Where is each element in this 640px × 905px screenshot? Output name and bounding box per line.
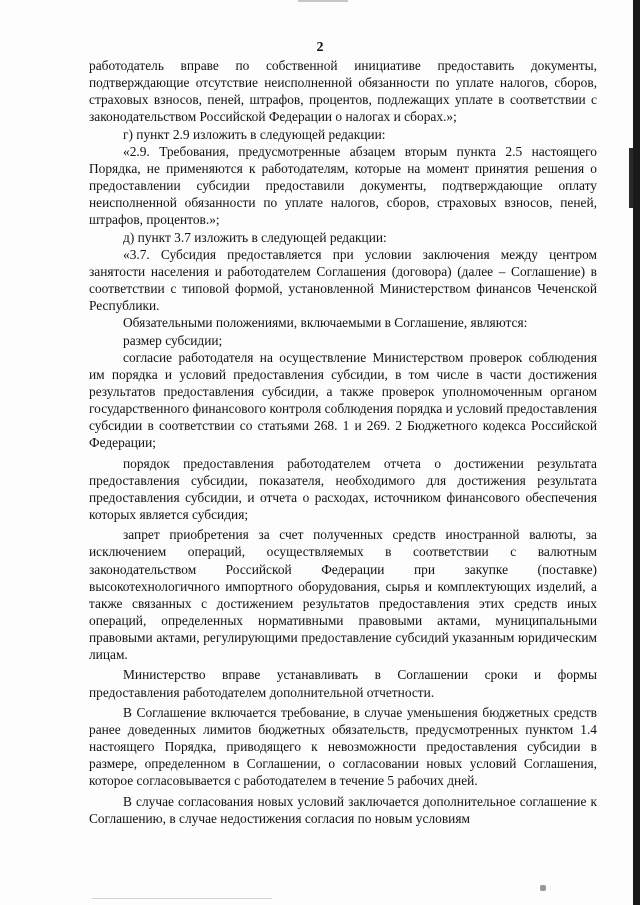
paragraph: Министерство вправе устанавливать в Соглашении сроки и формы предоставления работодателем дополнительной отчетности. (89, 667, 597, 700)
scan-speck (540, 885, 546, 891)
paragraph: г) пункт 2.9 изложить в следующей редакции: (123, 126, 386, 142)
paragraph: д) пункт 3.7 изложить в следующей редакции: (123, 229, 387, 245)
paragraph: согласие работодателя на осуществление Министерством проверок соблюдения им порядка и условий предоставления субсидии, в том числе в части достижения результатов предоставления субсидии, а также проверок уполномоченным органом государственного финансового контроля соблюдения порядка и условий предоставления субсидии в соответствии со статьями 268. 1 и 269. 2 Бюджетного кодекса Российской Федерации; (89, 349, 597, 451)
scan-artifact-bottom (92, 898, 272, 899)
paragraph: запрет приобретения за счет полученных средств иностранной валюты, за исключением операций, осуществляемых в соответствии с валютным законодательством Российской Федерации при закупке (поставке) высокотехнологичного импортного оборудования, сырья и комплектующих изделий, а также связанных с достижением результатов предоставления этих средств иных операций, определенных нормативными правовыми актами, муниципальными правовыми актами, регулирующими предоставление субсидий указанным юридическим лицам. (89, 527, 597, 663)
paragraph: «2.9. Требования, предусмотренные абзацем вторым пункта 2.5 настоящего Порядка, не применяются к работодателям, которые на момент принятия решения о предоставлении субсидии предоставили документы, подтверждающие оплату неисполненной обязанности по уплате налогов, сборов, страховых взносов, пеней, штрафов, процентов.»; (89, 143, 597, 228)
paragraph: размер субсидии; (123, 332, 223, 348)
paragraph: «3.7. Субсидия предоставляется при условии заключения между центром занятости населения и работодателем Соглашения (договора) (далее – Соглашение) в соответствии с типовой формой, установленной Министерством финансов Чеченской Республики. (89, 246, 597, 314)
paragraph: порядок предоставления работодателем отчета о достижении результата предоставления субсидии, показателя, необходимого для достижения результата предоставления субсидии, и отчета о расходах, источником финансового обеспечения которых является субсидия; (89, 455, 597, 523)
scan-edge-shadow (633, 0, 640, 905)
paragraph: В случае согласования новых условий заключается дополнительное соглашение к Соглашению, в случае недостижения согласия по новым условиям (89, 793, 597, 826)
paragraph: Обязательными положениями, включаемыми в Соглашение, являются: (123, 315, 528, 331)
document-body (89, 57, 597, 827)
page-number: 2 (316, 40, 324, 55)
paragraph: В Соглашение включается требование, в случае уменьшения бюджетных средств ранее доведенных лимитов бюджетных обязательств, предусмотренных пунктом 1.4 настоящего Порядка, приводящего к невозможности предоставления субсидии в размере, определенном в Соглашении, о согласовании новых условий Соглашения, которое согласовывается с работодателем в течение 5 рабочих дней. (89, 704, 597, 789)
scan-artifact-top (298, 0, 348, 7)
paragraph: работодатель вправе по собственной инициативе предоставить документы, подтверждающие отсутствие неисполненной обязанности по уплате налогов, сборов, страховых взносов, пеней, штрафов, процентов, подлежащих уплате в соответствии с законодательством Российской Федерации о налогах и сборах.»; (89, 58, 597, 125)
